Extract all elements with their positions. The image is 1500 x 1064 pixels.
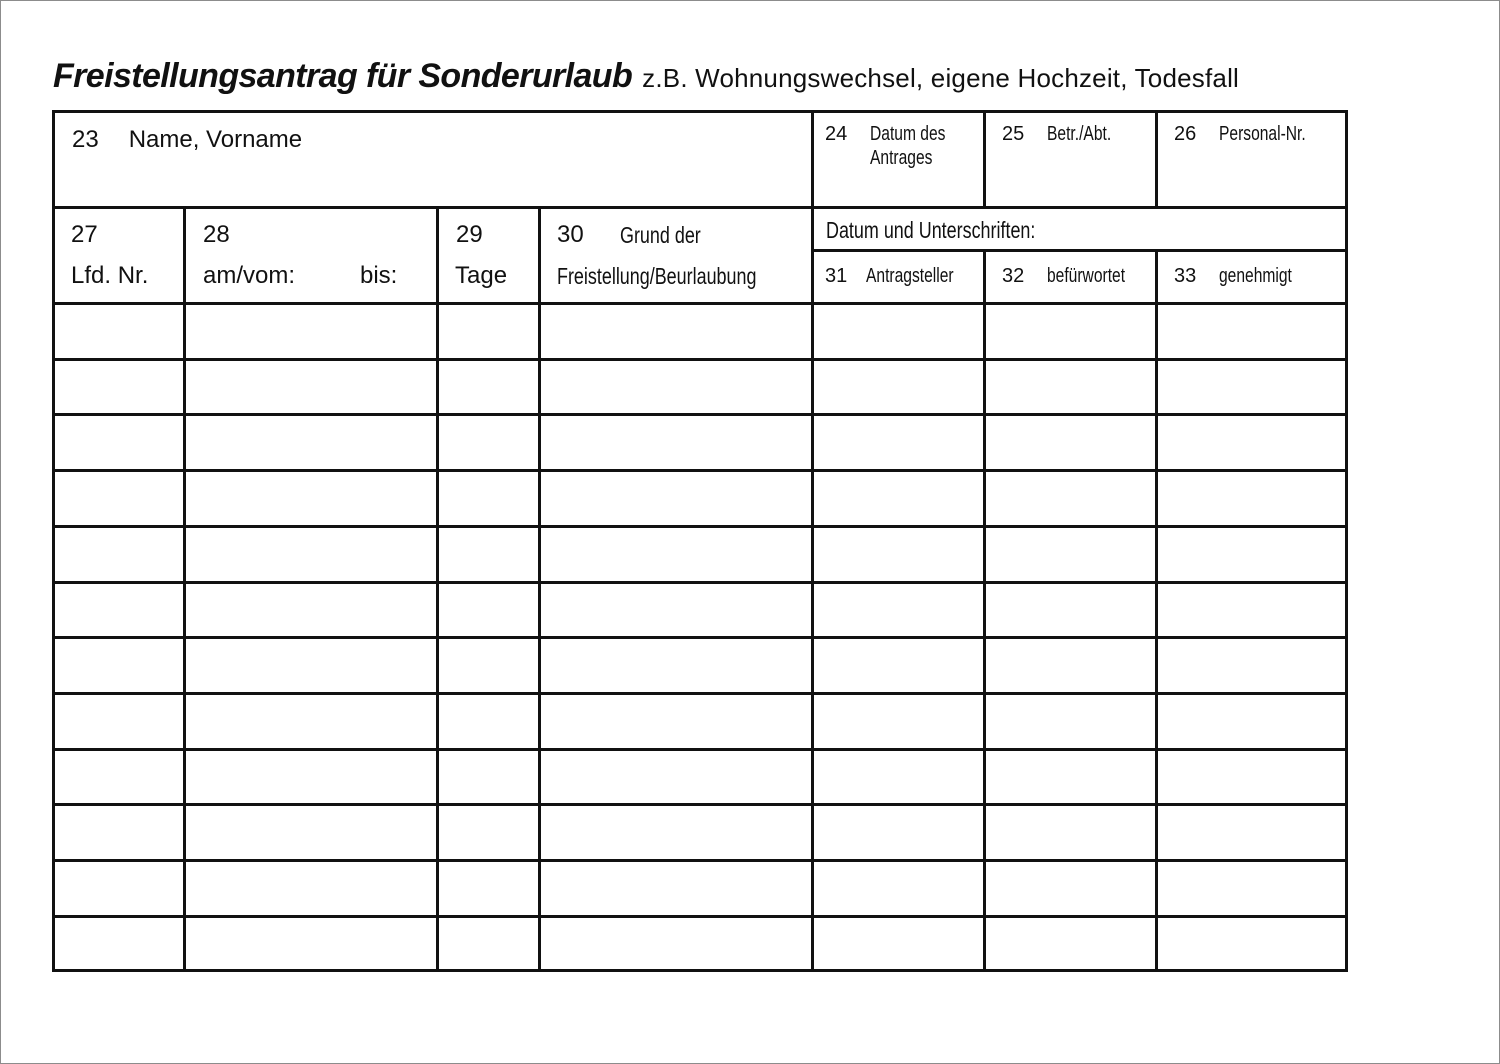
form-title: Freistellungsantrag für Sonderurlaub xyxy=(53,57,633,95)
entry-cell-lfd[interactable] xyxy=(55,639,183,692)
entry-cell-from[interactable] xyxy=(186,584,311,637)
col-genehmigt-number: 33 xyxy=(1174,265,1197,287)
entry-cell-antragsteller[interactable] xyxy=(814,862,983,915)
form-subtitle: z.B. Wohnungswechsel, eigene Hochzeit, Todesfall xyxy=(642,63,1240,93)
entry-cell-lfd[interactable] xyxy=(55,528,183,581)
entry-cell-befuerwortet[interactable] xyxy=(986,639,1155,692)
col-lfd-label: Lfd. Nr. xyxy=(71,262,149,289)
entry-cell-from[interactable] xyxy=(186,751,311,804)
col-divider-header-personal xyxy=(1155,110,1158,207)
entry-cell-grund[interactable] xyxy=(541,639,811,692)
col-tage-number: 29 xyxy=(456,221,483,248)
field-name-label: Name, Vorname xyxy=(128,126,303,153)
entry-cell-from[interactable] xyxy=(186,472,311,525)
entry-cell-befuerwortet[interactable] xyxy=(986,584,1155,637)
entry-cell-tage[interactable] xyxy=(439,918,538,971)
col-grund-label-line1: Grund der xyxy=(620,222,701,248)
entry-cell-antragsteller[interactable] xyxy=(814,584,983,637)
entry-cell-to[interactable] xyxy=(311,528,436,581)
field-datum[interactable] xyxy=(825,123,946,169)
field-betr-label: Betr./Abt. xyxy=(1047,123,1112,145)
field-name-number: 23 xyxy=(72,126,99,153)
entry-cell-from[interactable] xyxy=(186,639,311,692)
entry-cell-befuerwortet[interactable] xyxy=(986,751,1155,804)
field-datum-label-line1: Datum des xyxy=(870,123,946,145)
entry-cell-tage[interactable] xyxy=(439,695,538,748)
header-divider xyxy=(52,206,1348,209)
entry-cell-genehmigt[interactable] xyxy=(1158,751,1345,804)
entry-cell-from[interactable] xyxy=(186,416,311,469)
entry-cell-genehmigt[interactable] xyxy=(1158,472,1345,525)
entry-cell-befuerwortet[interactable] xyxy=(986,305,1155,358)
entry-cell-antragsteller[interactable] xyxy=(814,751,983,804)
entry-cell-genehmigt[interactable] xyxy=(1158,918,1345,971)
entry-cell-lfd[interactable] xyxy=(55,751,183,804)
entry-cell-tage[interactable] xyxy=(439,862,538,915)
col-befuerwortet xyxy=(1002,265,1126,288)
entry-cell-to[interactable] xyxy=(311,472,436,525)
form-title-row xyxy=(53,57,1239,96)
entry-cell-lfd[interactable] xyxy=(55,584,183,637)
col-grund-label-line2: Freistellung/Beurlaubung xyxy=(557,263,757,289)
entry-cell-lfd[interactable] xyxy=(55,918,183,971)
col-tage-label: Tage xyxy=(455,262,508,289)
entry-cell-tage[interactable] xyxy=(439,806,538,859)
col-antragsteller xyxy=(825,265,954,288)
field-betr-number: 25 xyxy=(1002,123,1025,145)
entry-cell-antragsteller[interactable] xyxy=(814,918,983,971)
entry-cell-tage[interactable] xyxy=(439,472,538,525)
entry-cell-lfd[interactable] xyxy=(55,862,183,915)
col-grund-number: 30 xyxy=(557,221,584,248)
entry-cell-genehmigt[interactable] xyxy=(1158,584,1345,637)
entry-cell-tage[interactable] xyxy=(439,528,538,581)
entry-cell-antragsteller[interactable] xyxy=(814,361,983,414)
entry-cell-to[interactable] xyxy=(311,918,436,971)
entry-cell-lfd[interactable] xyxy=(55,695,183,748)
entry-cell-tage[interactable] xyxy=(439,751,538,804)
entry-cell-from[interactable] xyxy=(186,918,311,971)
entry-cell-tage[interactable] xyxy=(439,361,538,414)
entry-cell-antragsteller[interactable] xyxy=(814,528,983,581)
entry-cell-befuerwortet[interactable] xyxy=(986,361,1155,414)
entry-cell-genehmigt[interactable] xyxy=(1158,639,1345,692)
entry-cell-from[interactable] xyxy=(186,695,311,748)
entry-cell-to[interactable] xyxy=(311,862,436,915)
entry-cell-grund[interactable] xyxy=(541,305,811,358)
entry-cell-genehmigt[interactable] xyxy=(1158,361,1345,414)
entry-cell-lfd[interactable] xyxy=(55,361,183,414)
entry-cell-genehmigt[interactable] xyxy=(1158,806,1345,859)
entry-cell-antragsteller[interactable] xyxy=(814,416,983,469)
col-date-to-label: bis: xyxy=(360,262,398,289)
entry-cell-genehmigt[interactable] xyxy=(1158,528,1345,581)
entry-cell-lfd[interactable] xyxy=(55,416,183,469)
entry-cell-befuerwortet[interactable] xyxy=(986,918,1155,971)
field-personal-number: 26 xyxy=(1174,123,1197,145)
entry-cell-to[interactable] xyxy=(311,416,436,469)
entry-cell-befuerwortet[interactable] xyxy=(986,806,1155,859)
entry-cell-tage[interactable] xyxy=(439,584,538,637)
signatures-divider xyxy=(811,249,1348,252)
entry-cell-grund[interactable] xyxy=(541,751,811,804)
entry-cell-tage[interactable] xyxy=(439,416,538,469)
table-border-top xyxy=(52,110,1348,113)
col-date-number: 28 xyxy=(203,221,230,248)
field-personal-label: Personal-Nr. xyxy=(1219,123,1306,145)
entry-cell-grund[interactable] xyxy=(541,862,811,915)
table-border-right xyxy=(1345,110,1348,972)
field-personal[interactable] xyxy=(1174,123,1306,146)
col-befuerwortet-label: befürwortet xyxy=(1047,265,1126,287)
col-lfd-number: 27 xyxy=(71,221,98,248)
field-datum-label-line2: Antrages xyxy=(870,147,933,169)
leave-request-table xyxy=(52,110,1348,972)
entry-cell-tage[interactable] xyxy=(439,305,538,358)
entry-cell-antragsteller[interactable] xyxy=(814,472,983,525)
col-date-from-label: am/vom: xyxy=(203,262,296,289)
field-name[interactable] xyxy=(72,126,302,154)
entry-cell-genehmigt[interactable] xyxy=(1158,862,1345,915)
col-antragsteller-number: 31 xyxy=(825,265,848,287)
col-genehmigt-label: genehmigt xyxy=(1219,265,1292,287)
entry-cell-grund[interactable] xyxy=(541,528,811,581)
entry-cell-grund[interactable] xyxy=(541,472,811,525)
field-betr[interactable] xyxy=(1002,123,1112,146)
entry-cell-genehmigt[interactable] xyxy=(1158,416,1345,469)
entry-cell-antragsteller[interactable] xyxy=(814,305,983,358)
entry-cell-to[interactable] xyxy=(311,584,436,637)
col-genehmigt xyxy=(1174,265,1292,288)
entry-cell-befuerwortet[interactable] xyxy=(986,472,1155,525)
entry-cell-to[interactable] xyxy=(311,751,436,804)
entry-cell-grund[interactable] xyxy=(541,918,811,971)
entry-cell-to[interactable] xyxy=(311,695,436,748)
entry-cell-befuerwortet[interactable] xyxy=(986,416,1155,469)
entry-cell-to[interactable] xyxy=(311,305,436,358)
entry-cell-grund[interactable] xyxy=(541,806,811,859)
entry-cell-genehmigt[interactable] xyxy=(1158,305,1345,358)
entry-cell-from[interactable] xyxy=(186,528,311,581)
col-divider-header-betr xyxy=(983,110,986,207)
entry-cell-to[interactable] xyxy=(311,639,436,692)
signatures-heading: Datum und Unterschriften: xyxy=(826,217,1036,243)
entry-cell-from[interactable] xyxy=(186,361,311,414)
col-antragsteller-label: Antragsteller xyxy=(866,265,954,287)
entry-cell-lfd[interactable] xyxy=(55,472,183,525)
entry-cell-antragsteller[interactable] xyxy=(814,639,983,692)
entry-cell-from[interactable] xyxy=(186,305,311,358)
field-datum-number: 24 xyxy=(825,123,848,145)
entry-cell-antragsteller[interactable] xyxy=(814,695,983,748)
entry-cell-tage[interactable] xyxy=(439,639,538,692)
entry-cell-genehmigt[interactable] xyxy=(1158,695,1345,748)
entry-cell-to[interactable] xyxy=(311,806,436,859)
entry-cell-from[interactable] xyxy=(186,806,311,859)
entry-cell-from[interactable] xyxy=(186,862,311,915)
entry-cell-to[interactable] xyxy=(311,361,436,414)
entry-cell-befuerwortet[interactable] xyxy=(986,528,1155,581)
entry-cell-lfd[interactable] xyxy=(55,305,183,358)
entry-cell-grund[interactable] xyxy=(541,361,811,414)
entry-cell-grund[interactable] xyxy=(541,416,811,469)
entry-cell-grund[interactable] xyxy=(541,695,811,748)
col-befuerwortet-number: 32 xyxy=(1002,265,1025,287)
entry-cell-grund[interactable] xyxy=(541,584,811,637)
entry-cell-befuerwortet[interactable] xyxy=(986,862,1155,915)
entry-cell-antragsteller[interactable] xyxy=(814,806,983,859)
entry-cell-befuerwortet[interactable] xyxy=(986,695,1155,748)
entry-cell-lfd[interactable] xyxy=(55,806,183,859)
